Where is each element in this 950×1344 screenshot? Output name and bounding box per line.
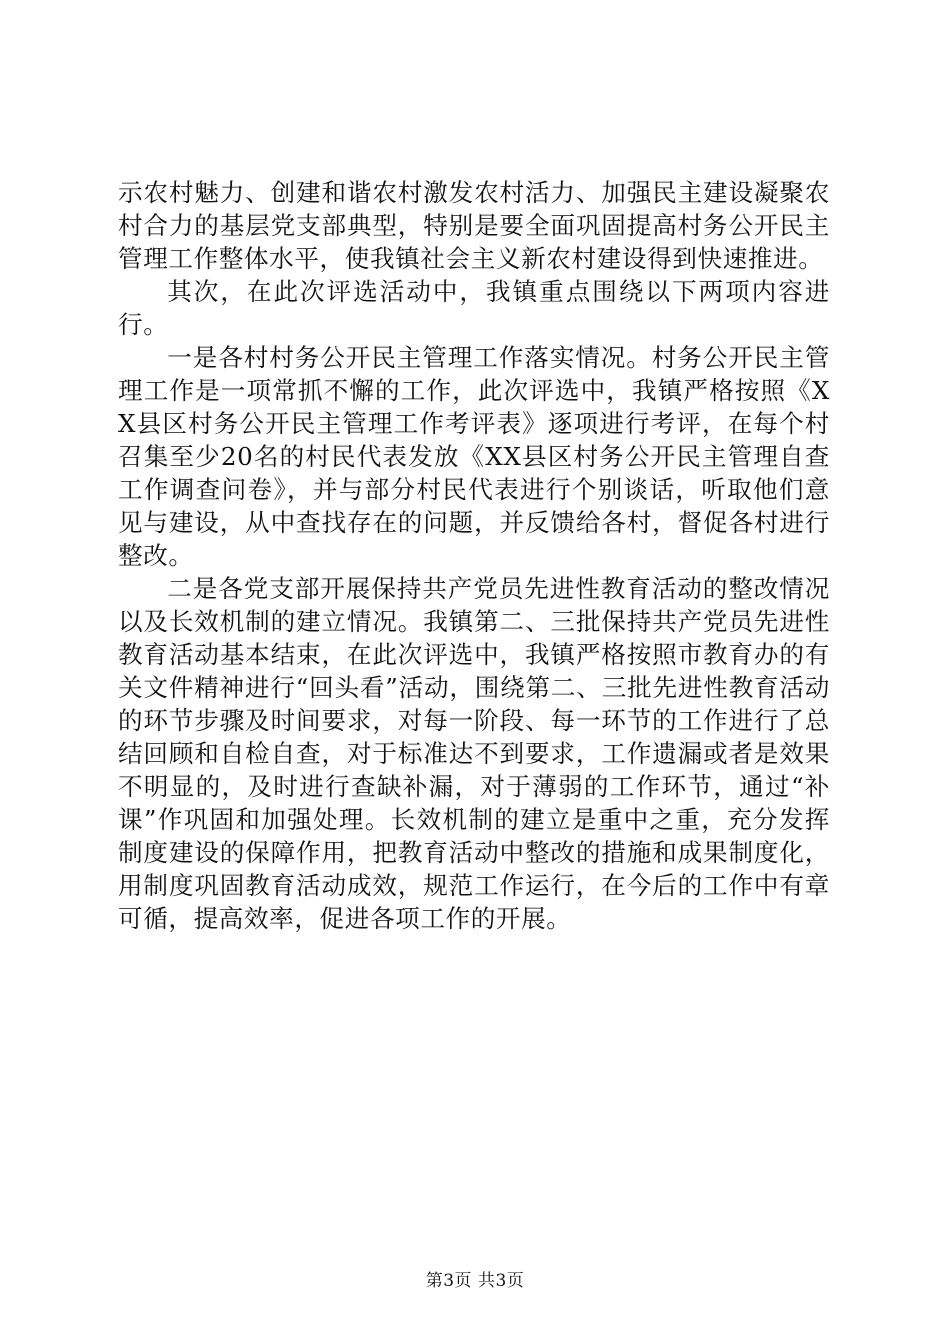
document-body [118, 176, 830, 935]
paragraph-3: 一是各村村务公开民主管理工作落实情况。村务公开民主管理工作是一项常抓不懈的工作，此次评选中，我镇严格按照《XX县区村务公开民主管理工作考评表》逐项进行考评，在每个村召集至少20名的村民代表发放《XX县区村务公开民主管理自查工作调查问卷》，并与部分村民代表进行个别谈话，听取他们意见与建设，从中查找存在的问题，并反馈给各村，督促各村进行整改。 [118, 343, 830, 570]
page-footer: 第3页 共3页 [425, 1271, 525, 1291]
paragraph-4: 二是各党支部开展保持共产党员先进性教育活动的整改情况以及长效机制的建立情况。我镇第二、三批保持共产党员先进性教育活动基本结束，在此次评选中，我镇严格按照市教育办的有关文件精神进行“回头看”活动，围绕第二、三批先进性教育活动的环节步骤及时间要求，对每一阶段、每一环节的工作进行了总结回顾和自检自查，对于标准达不到要求，工作遗漏或者是效果不明显的，及时进行查缺补漏，对于薄弱的工作环节，通过“补课”作巩固和加强处理。长效机制的建立是重中之重，充分发挥制度建设的保障作用，把教育活动中整改的措施和成果制度化，用制度巩固教育活动成效，规范工作运行，在今后的工作中有章可循，提高效率，促进各项工作的开展。 [118, 574, 830, 933]
paragraph-1: 示农村魅力、创建和谐农村激发农村活力、加强民主建设凝聚农村合力的基层党支部典型，特别是要全面巩固提高村务公开民主管理工作整体水平，使我镇社会主义新农村建设得到快速推进。 [118, 178, 830, 273]
paragraph-2: 其次，在此次评选活动中，我镇重点围绕以下两项内容进行。 [118, 277, 830, 339]
